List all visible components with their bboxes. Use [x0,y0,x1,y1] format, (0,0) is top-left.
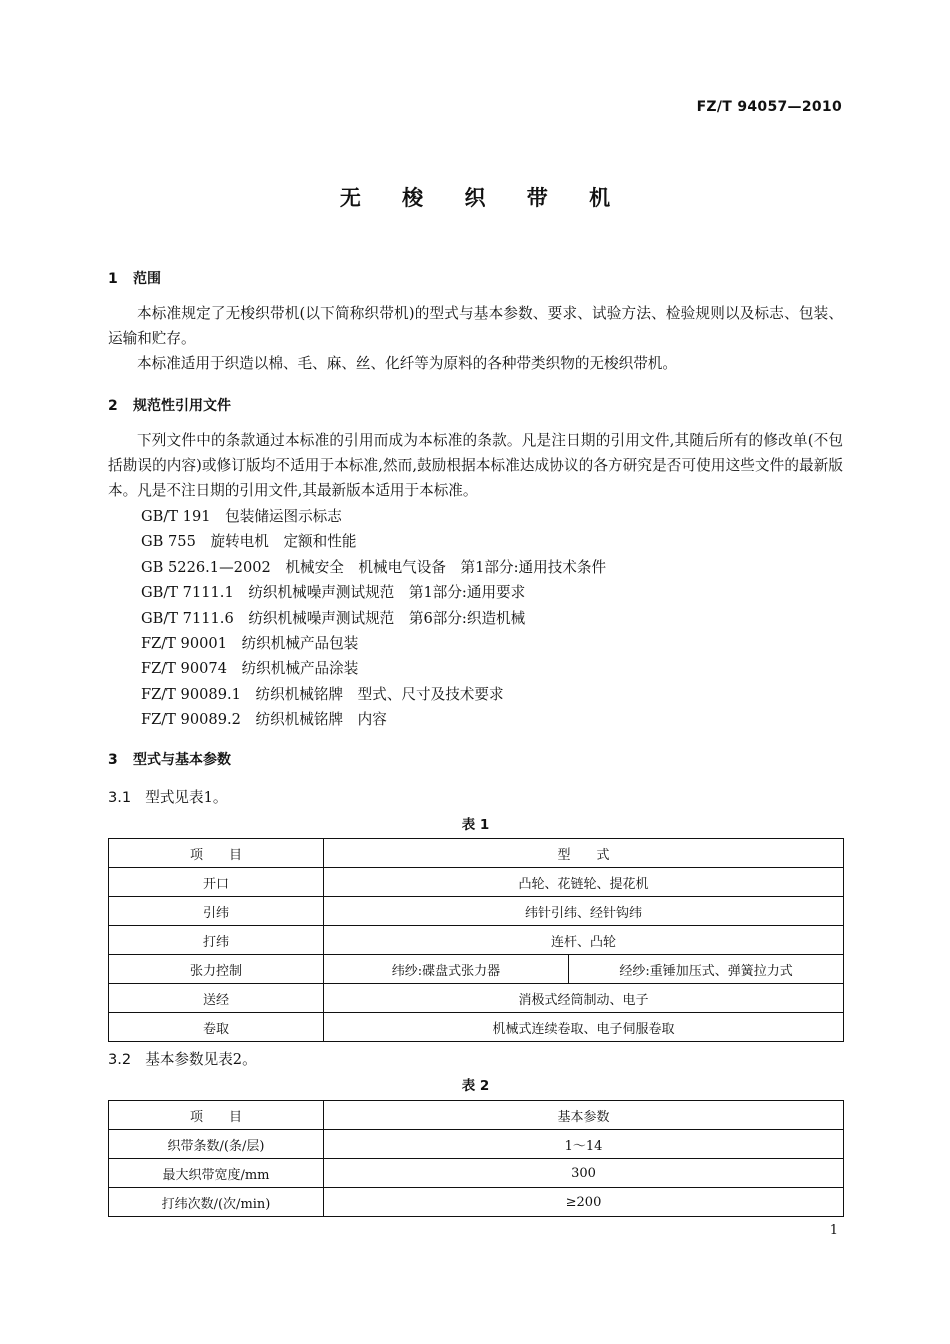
paragraph: 本标准适用于织造以棉、毛、麻、丝、化纤等为原料的各种带类织物的无梭织带机。 [137,355,677,372]
section-number: 3 [108,752,118,768]
table-row [109,1188,844,1217]
item-cell: 织带条数/(条/层) [109,1130,324,1159]
item-cell: 打纬 [109,926,324,955]
table-2-caption: 表 2 [461,1078,490,1094]
reference-item: FZ/T 90089.1 纺织机械铭牌 型式、尺寸及技术要求 [141,685,504,703]
value-cell: 纬纱:碟盘式张力器 [324,955,569,984]
value-cell: 1～14 [324,1130,844,1159]
table-header-row [109,839,844,868]
value-cell: 凸轮、花链轮、提花机 [324,868,844,897]
section-title: 范围 [133,271,161,287]
table-row [109,1130,844,1159]
normative-references-list [141,504,606,733]
section-2-body [108,428,843,503]
reference-item: GB 755 旋转电机 定额和性能 [141,533,357,551]
item-cell: 张力控制 [109,955,324,984]
section-number: 1 [108,271,118,287]
document-title: 无 梭 织 带 机 [339,186,628,210]
table-1-caption: 表 1 [461,817,490,833]
reference-item: FZ/T 90074 纺织机械产品涂装 [141,660,359,678]
header-cell: 型 式 [324,839,844,868]
header-cell: 项 目 [109,839,324,868]
table-2 [108,1100,844,1217]
value-cell: 300 [324,1159,844,1188]
section-title: 型式与基本参数 [133,752,231,768]
subsection-3-2 [108,1048,257,1069]
paragraph: 本标准规定了无梭织带机(以下简称织带机)的型式与基本参数、要求、试验方法、检验规则以及标志、包装、运输和贮存。 [108,305,843,347]
table-row [109,897,844,926]
reference-item: FZ/T 90001 纺织机械产品包装 [141,635,359,653]
table-row [109,926,844,955]
table-row [109,955,844,984]
item-cell: 开口 [109,868,324,897]
value-cell: 经纱:重锤加压式、弹簧拉力式 [569,955,844,984]
section-1-body [108,301,843,376]
table-header-row [109,1101,844,1130]
item-cell: 引纬 [109,897,324,926]
value-cell: 消极式经筒制动、电子 [324,984,844,1013]
reference-item: GB/T 191 包装储运图示标志 [141,508,342,525]
subsection-text: 型式见表1。 [145,789,228,806]
subsection-number: 3.2 [108,1051,132,1068]
table-row [109,1013,844,1042]
section-3-heading [108,749,231,769]
header-cell: 基本参数 [324,1101,844,1130]
item-cell: 最大织带宽度/mm [109,1159,324,1188]
item-cell: 送经 [109,984,324,1013]
value-cell: 连杆、凸轮 [324,926,844,955]
subsection-number: 3.1 [108,789,132,806]
standard-code: FZ/T 94057—2010 [696,99,842,115]
section-number: 2 [108,398,118,414]
page-number: 1 [829,1223,838,1238]
reference-item: GB/T 7111.1 纺织机械噪声测试规范 第1部分:通用要求 [141,584,526,602]
header-cell: 项 目 [109,1101,324,1130]
table-1 [108,838,844,1042]
section-2-heading [108,395,231,415]
section-title: 规范性引用文件 [133,398,231,414]
section-1-heading [108,268,161,288]
item-cell: 打纬次数/(次/min) [109,1188,324,1217]
reference-item: GB 5226.1—2002 机械安全 机械电气设备 第1部分:通用技术条件 [141,558,607,576]
table-row [109,1159,844,1188]
paragraph: 下列文件中的条款通过本标准的引用而成为本标准的条款。凡是注日期的引用文件,其随后所有的修改单(不包括勘误的内容)或修订版均不适用于本标准,然而,鼓励根据本标准达成协议的各方研究是否可使用这些文件的最新版本。凡是不注日期的引用文件,其最新版本适用于本标准。 [108,432,843,499]
value-cell: 机械式连续卷取、电子伺服卷取 [324,1013,844,1042]
reference-item: FZ/T 90089.2 纺织机械铭牌 内容 [141,711,387,729]
table-row [109,868,844,897]
subsection-3-1 [108,786,227,807]
value-cell: ≥200 [324,1188,844,1217]
reference-item: GB/T 7111.6 纺织机械噪声测试规范 第6部分:织造机械 [141,609,526,627]
value-cell: 纬针引纬、经针钩纬 [324,897,844,926]
item-cell: 卷取 [109,1013,324,1042]
table-row [109,984,844,1013]
subsection-text: 基本参数见表2。 [145,1051,257,1068]
